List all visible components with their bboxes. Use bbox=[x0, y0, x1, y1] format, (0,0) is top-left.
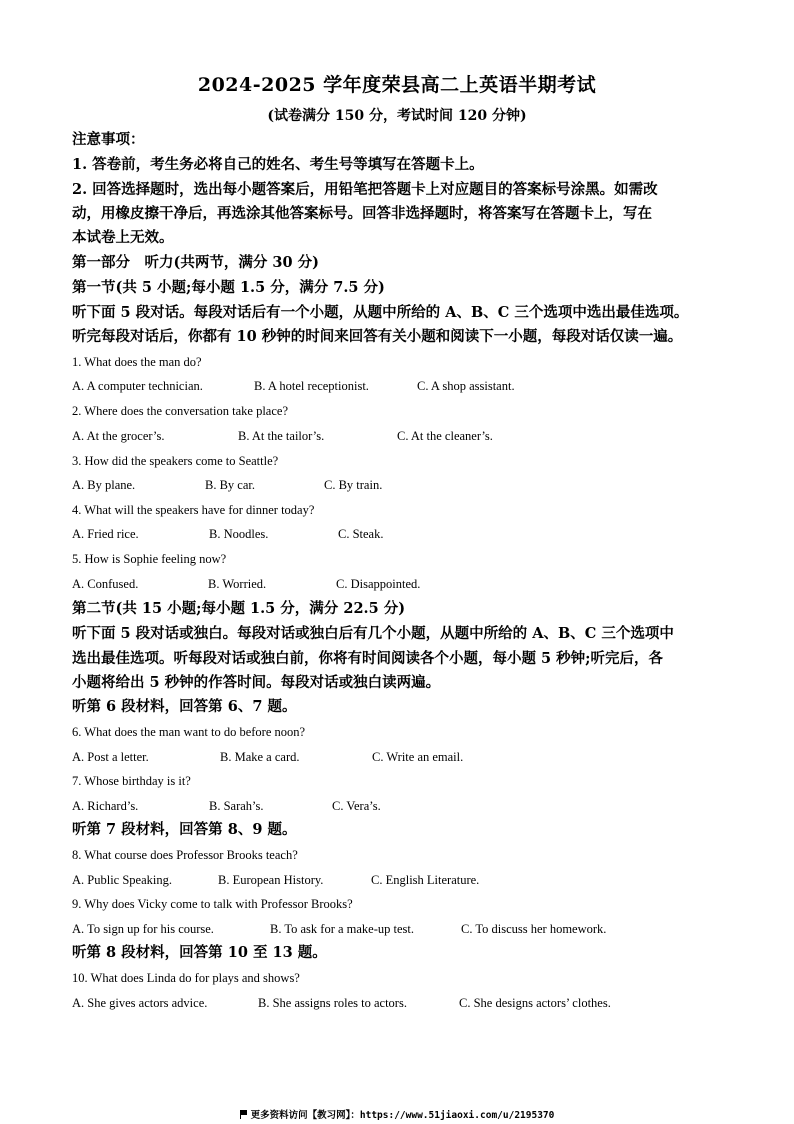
option-c[interactable]: C. Steak. bbox=[338, 527, 384, 541]
option-c[interactable]: C. Write an email. bbox=[372, 750, 464, 764]
exam-title: 2024-2025 学年度荣县高二上英语半期考试 bbox=[197, 74, 597, 96]
option-a[interactable]: A. At the grocer’s. bbox=[72, 429, 165, 443]
option-b[interactable]: B. At the tailor’s. bbox=[238, 429, 325, 443]
options-1 bbox=[72, 378, 732, 394]
question-6: 6. What does the man want to do before noon? bbox=[72, 725, 306, 739]
notes-item-1: 1. 答卷前，考生务必将自己的姓名、考生号等填写在答题卡上。 bbox=[72, 156, 484, 173]
notes-item-2-line-3: 本试卷上无效。 bbox=[72, 229, 174, 246]
option-a[interactable]: A. Richard’s. bbox=[72, 799, 139, 813]
option-c[interactable]: C. By train. bbox=[324, 478, 383, 492]
footer-link[interactable]: 更多资料访问【教习网】：https://www.51jiaoxi.com/u/2195370 bbox=[250, 1110, 555, 1121]
flag-icon bbox=[240, 1110, 248, 1119]
option-b[interactable]: B. Sarah’s. bbox=[209, 799, 264, 813]
option-a[interactable]: A. Confused. bbox=[72, 577, 139, 591]
option-b[interactable]: B. Worried. bbox=[208, 577, 267, 591]
question-5: 5. How is Sophie feeling now? bbox=[72, 552, 227, 566]
option-b[interactable]: B. Make a card. bbox=[220, 750, 300, 764]
footer bbox=[0, 1107, 794, 1121]
notes-heading: 注意事项： bbox=[72, 131, 145, 148]
part1-heading: 第一部分 听力(共两节，满分 30 分) bbox=[72, 254, 319, 271]
question-8: 8. What course does Professor Brooks teach? bbox=[72, 848, 298, 862]
question-10: 10. What does Linda do for plays and shows? bbox=[72, 971, 300, 985]
option-c[interactable]: C. English Literature. bbox=[371, 873, 480, 887]
options-9 bbox=[72, 921, 732, 937]
option-b[interactable]: B. Noodles. bbox=[209, 527, 269, 541]
option-a[interactable]: A. To sign up for his course. bbox=[72, 922, 214, 936]
option-b[interactable]: B. By car. bbox=[205, 478, 255, 492]
section1-heading: 第一节(共 5 小题;每小题 1.5 分，满分 7.5 分) bbox=[72, 279, 385, 296]
option-a[interactable]: A. Post a letter. bbox=[72, 750, 149, 764]
option-a[interactable]: A. A computer technician. bbox=[72, 379, 203, 393]
notes-item-2-line-1: 2. 回答选择题时，选出每小题答案后，用铅笔把答题卡上对应题目的答案标号涂黑。如需改 bbox=[72, 181, 658, 198]
option-c[interactable]: C. Vera’s. bbox=[332, 799, 381, 813]
options-8 bbox=[72, 872, 732, 888]
option-c[interactable]: C. Disappointed. bbox=[336, 577, 421, 591]
option-b[interactable]: B. To ask for a make-up test. bbox=[270, 922, 415, 936]
notes-item-2-line-2: 动，用橡皮擦干净后，再选涂其他答案标号。回答非选择题时，将答案写在答题卡上，写在 bbox=[72, 205, 652, 222]
section2-heading: 第二节(共 15 小题;每小题 1.5 分，满分 22.5 分) bbox=[72, 600, 406, 617]
material-8-heading: 听第 8 段材料，回答第 10 至 13 题。 bbox=[72, 944, 327, 961]
option-a[interactable]: A. She gives actors advice. bbox=[72, 996, 208, 1010]
options-3 bbox=[72, 477, 732, 493]
options-5 bbox=[72, 576, 732, 592]
section2-instructions-line-3: 小题将给出 5 秒钟的作答时间。每段对话或独白读两遍。 bbox=[72, 674, 441, 691]
section2-instructions-line-1: 听下面 5 段对话或独白。每段对话或独白后有几个小题，从题中所给的 A、B、C 三个选项中 bbox=[72, 625, 674, 642]
options-7 bbox=[72, 798, 732, 814]
option-c[interactable]: C. At the cleaner’s. bbox=[397, 429, 493, 443]
material-6-heading: 听第 6 段材料，回答第 6、7 题。 bbox=[72, 698, 297, 715]
option-c[interactable]: C. To discuss her homework. bbox=[461, 922, 607, 936]
exam-subtitle: (试卷满分 150 分，考试时间 120 分钟) bbox=[267, 108, 527, 124]
option-b[interactable]: B. A hotel receptionist. bbox=[254, 379, 369, 393]
options-4 bbox=[72, 526, 732, 542]
question-1: 1. What does the man do? bbox=[72, 355, 202, 369]
question-7: 7. Whose birthday is it? bbox=[72, 774, 191, 788]
option-a[interactable]: A. Fried rice. bbox=[72, 527, 139, 541]
question-3: 3. How did the speakers come to Seattle? bbox=[72, 454, 279, 468]
section1-instructions-line-1: 听下面 5 段对话。每段对话后有一个小题，从题中所给的 A、B、C 三个选项中选出最佳选项。 bbox=[72, 304, 689, 321]
option-c[interactable]: C. A shop assistant. bbox=[417, 379, 515, 393]
options-6 bbox=[72, 749, 732, 765]
section2-instructions-line-2: 选出最佳选项。听每段对话或独白前，你将有时间阅读各个小题，每小题 5 秒钟;听完后，各 bbox=[72, 650, 664, 667]
option-b[interactable]: B. She assigns roles to actors. bbox=[258, 996, 407, 1010]
material-7-heading: 听第 7 段材料，回答第 8、9 题。 bbox=[72, 821, 297, 838]
question-9: 9. Why does Vicky come to talk with Professor Brooks? bbox=[72, 897, 353, 911]
option-a[interactable]: A. Public Speaking. bbox=[72, 873, 172, 887]
question-4: 4. What will the speakers have for dinner today? bbox=[72, 503, 315, 517]
option-b[interactable]: B. European History. bbox=[218, 873, 324, 887]
option-c[interactable]: C. She designs actors’ clothes. bbox=[459, 996, 611, 1010]
question-2: 2. Where does the conversation take place? bbox=[72, 404, 288, 418]
option-a[interactable]: A. By plane. bbox=[72, 478, 136, 492]
options-2 bbox=[72, 428, 732, 444]
options-10 bbox=[72, 995, 732, 1011]
section1-instructions-line-2: 听完每段对话后，你都有 10 秒钟的时间来回答有关小题和阅读下一小题，每段对话仅读一遍。 bbox=[72, 328, 683, 345]
